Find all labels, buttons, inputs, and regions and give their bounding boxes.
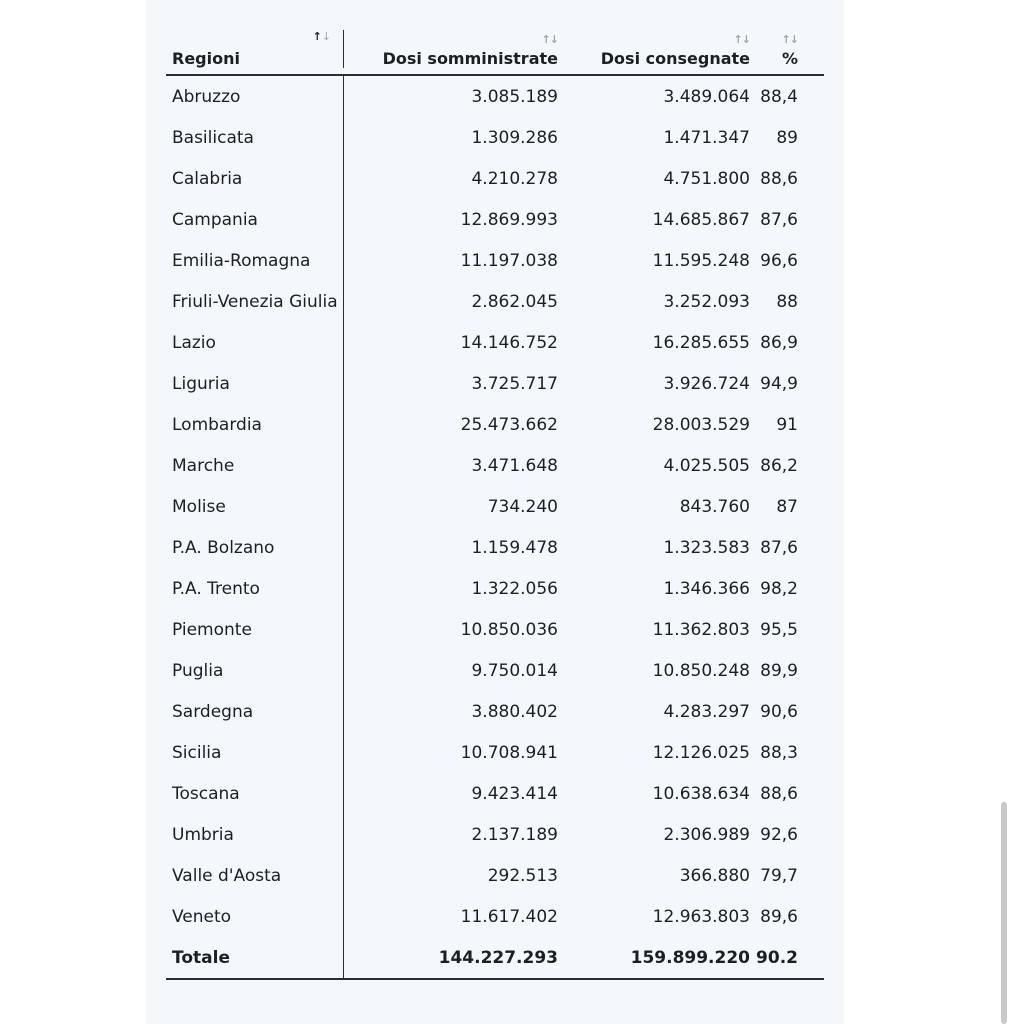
- dosi-somministrate-cell: 292.513: [487, 865, 558, 886]
- column-header-dosi-consegnate[interactable]: [558, 34, 750, 68]
- dosi-somministrate-cell: 25.473.662: [460, 414, 558, 435]
- dosi-consegnate-cell: 11.595.248: [652, 250, 750, 271]
- table-body: [166, 76, 824, 937]
- table-row: [166, 199, 824, 240]
- total-percent: 90.2: [756, 947, 798, 968]
- region-cell: Piemonte: [166, 609, 344, 650]
- table-row: [166, 117, 824, 158]
- table-row: [166, 322, 824, 363]
- dosi-consegnate-cell: 12.963.803: [652, 906, 750, 927]
- percent-cell: 89: [776, 127, 798, 148]
- percent-cell: 88,6: [760, 168, 798, 189]
- dosi-consegnate-cell: 4.025.505: [663, 455, 750, 476]
- table-header-row: [166, 30, 824, 76]
- percent-cell: 96,6: [760, 250, 798, 271]
- region-cell: Marche: [166, 445, 344, 486]
- region-cell: Veneto: [166, 896, 344, 937]
- table-row: [166, 732, 824, 773]
- table-row: [166, 691, 824, 732]
- dosi-somministrate-cell: 2.862.045: [471, 291, 558, 312]
- table-row: [166, 281, 824, 322]
- dosi-consegnate-cell: 843.760: [679, 496, 750, 517]
- dosi-somministrate-cell: 10.708.941: [460, 742, 558, 763]
- region-cell: P.A. Trento: [166, 568, 344, 609]
- dosi-somministrate-cell: 1.322.056: [471, 578, 558, 599]
- dosi-somministrate-cell: 3.725.717: [471, 373, 558, 394]
- sort-icon[interactable]: ↑↓: [781, 33, 798, 46]
- dosi-consegnate-cell: 3.926.724: [663, 373, 750, 394]
- column-header-dosi-somministrate[interactable]: [344, 34, 558, 68]
- sort-icon[interactable]: ↑↓: [733, 33, 750, 46]
- dosi-somministrate-cell: 10.850.036: [460, 619, 558, 640]
- table-row: [166, 240, 824, 281]
- dosi-somministrate-cell: 12.869.993: [460, 209, 558, 230]
- percent-cell: 86,2: [760, 455, 798, 476]
- region-cell: Lazio: [166, 322, 344, 363]
- dosi-consegnate-cell: 10.850.248: [652, 660, 750, 681]
- percent-cell: 92,6: [760, 824, 798, 845]
- vaccine-doses-table: [166, 30, 824, 980]
- dosi-consegnate-cell: 4.751.800: [663, 168, 750, 189]
- dosi-consegnate-cell: 366.880: [679, 865, 750, 886]
- dosi-consegnate-cell: 3.252.093: [663, 291, 750, 312]
- table-row: [166, 814, 824, 855]
- dosi-somministrate-cell: 9.423.414: [471, 783, 558, 804]
- region-cell: Abruzzo: [166, 76, 344, 117]
- region-cell: Valle d'Aosta: [166, 855, 344, 896]
- percent-cell: 90,6: [760, 701, 798, 722]
- percent-cell: 91: [776, 414, 798, 435]
- region-cell: Friuli-Venezia Giulia: [166, 281, 344, 322]
- table-row: [166, 363, 824, 404]
- column-header-label: Dosi consegnate: [600, 49, 750, 68]
- dosi-consegnate-cell: 1.346.366: [663, 578, 750, 599]
- column-header-percent[interactable]: [750, 34, 810, 68]
- percent-cell: 88: [776, 291, 798, 312]
- table-row: [166, 445, 824, 486]
- table-row: [166, 896, 824, 937]
- dosi-consegnate-cell: 28.003.529: [652, 414, 750, 435]
- percent-cell: 87,6: [760, 209, 798, 230]
- percent-cell: 98,2: [760, 578, 798, 599]
- table-row: [166, 855, 824, 896]
- region-cell: Basilicata: [166, 117, 344, 158]
- table-row: [166, 486, 824, 527]
- dosi-somministrate-cell: 11.197.038: [460, 250, 558, 271]
- region-cell: Puglia: [166, 650, 344, 691]
- region-cell: Umbria: [166, 814, 344, 855]
- dosi-consegnate-cell: 16.285.655: [652, 332, 750, 353]
- dosi-somministrate-cell: 2.137.189: [471, 824, 558, 845]
- percent-cell: 88,6: [760, 783, 798, 804]
- dosi-somministrate-cell: 9.750.014: [471, 660, 558, 681]
- region-cell: Campania: [166, 199, 344, 240]
- table-row: [166, 527, 824, 568]
- total-label: Totale: [166, 937, 344, 978]
- dosi-somministrate-cell: 1.159.478: [471, 537, 558, 558]
- dosi-consegnate-cell: 11.362.803: [652, 619, 750, 640]
- dosi-consegnate-cell: 1.323.583: [663, 537, 750, 558]
- table-row: [166, 76, 824, 117]
- table-bottom-rule: [166, 978, 824, 980]
- percent-cell: 88,3: [760, 742, 798, 763]
- column-header-label: Dosi somministrate: [382, 49, 558, 68]
- dosi-somministrate-cell: 11.617.402: [460, 906, 558, 927]
- region-cell: Emilia-Romagna: [166, 240, 344, 281]
- table-row: [166, 158, 824, 199]
- dosi-consegnate-cell: 14.685.867: [652, 209, 750, 230]
- percent-cell: 79,7: [760, 865, 798, 886]
- dosi-consegnate-cell: 2.306.989: [663, 824, 750, 845]
- total-dosi-consegnate: 159.899.220: [630, 947, 750, 968]
- table-row: [166, 568, 824, 609]
- dosi-somministrate-cell: 3.085.189: [471, 86, 558, 107]
- percent-cell: 89,6: [760, 906, 798, 927]
- region-cell: Calabria: [166, 158, 344, 199]
- region-cell: Liguria: [166, 363, 344, 404]
- region-cell: Toscana: [166, 773, 344, 814]
- region-cell: P.A. Bolzano: [166, 527, 344, 568]
- region-cell: Sicilia: [166, 732, 344, 773]
- sort-icon[interactable]: ↑↓: [541, 33, 558, 46]
- table-row: [166, 650, 824, 691]
- region-cell: Sardegna: [166, 691, 344, 732]
- region-cell: Molise: [166, 486, 344, 527]
- percent-cell: 87,6: [760, 537, 798, 558]
- percent-cell: 94,9: [760, 373, 798, 394]
- dosi-consegnate-cell: 10.638.634: [652, 783, 750, 804]
- region-cell: Lombardia: [166, 404, 344, 445]
- page-scrollbar[interactable]: [1001, 802, 1007, 1024]
- dosi-consegnate-cell: 3.489.064: [663, 86, 750, 107]
- percent-cell: 86,9: [760, 332, 798, 353]
- column-header-label: Regioni: [172, 49, 240, 68]
- table-row: [166, 404, 824, 445]
- dosi-somministrate-cell: 734.240: [487, 496, 558, 517]
- percent-cell: 88,4: [760, 86, 798, 107]
- column-header-regioni[interactable]: [166, 30, 344, 68]
- table-row: [166, 609, 824, 650]
- dosi-somministrate-cell: 14.146.752: [460, 332, 558, 353]
- dosi-consegnate-cell: 4.283.297: [663, 701, 750, 722]
- table-total-row: [166, 937, 824, 978]
- total-dosi-somministrate: 144.227.293: [438, 947, 558, 968]
- dosi-consegnate-cell: 12.126.025: [652, 742, 750, 763]
- dosi-consegnate-cell: 1.471.347: [663, 127, 750, 148]
- dosi-somministrate-cell: 1.309.286: [471, 127, 558, 148]
- dosi-somministrate-cell: 3.880.402: [471, 701, 558, 722]
- dosi-somministrate-cell: 4.210.278: [471, 168, 558, 189]
- percent-cell: 95,5: [760, 619, 798, 640]
- dosi-somministrate-cell: 3.471.648: [471, 455, 558, 476]
- percent-cell: 89,9: [760, 660, 798, 681]
- table-row: [166, 773, 824, 814]
- column-header-label: %: [781, 49, 798, 68]
- sort-icon[interactable]: ↑↓: [312, 30, 331, 43]
- percent-cell: 87: [776, 496, 798, 517]
